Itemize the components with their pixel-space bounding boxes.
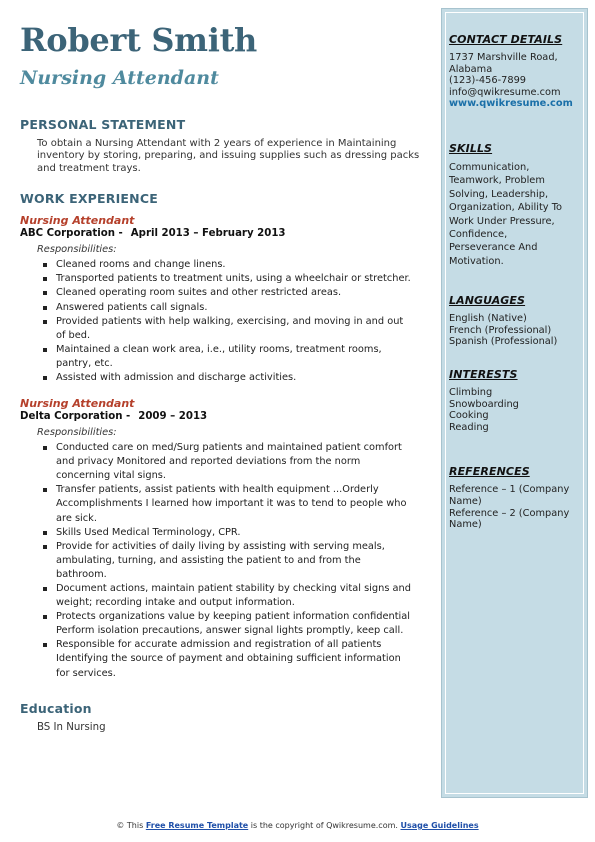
references-heading: REFERENCES xyxy=(449,465,530,479)
contact-address: Alabama xyxy=(449,63,493,75)
work-experience-section xyxy=(20,191,425,680)
duty-line: pantry, etc. xyxy=(56,357,113,369)
duty-list xyxy=(43,258,425,385)
personal-statement-section xyxy=(20,117,425,175)
reference-line: Name) xyxy=(449,519,482,531)
job-entry xyxy=(20,397,425,681)
interests-section xyxy=(449,368,583,433)
footer-copyright: is the copyright of Qwikresume.com. xyxy=(250,821,398,830)
education-section xyxy=(20,701,425,733)
duty-line: Cleaned rooms and change linens. xyxy=(56,259,226,271)
responsibilities-label: Responsibilities: xyxy=(37,244,117,256)
usage-guidelines-link[interactable]: Usage Guidelines xyxy=(400,821,479,830)
duty-line: Skills Used Medical Terminology, CPR. xyxy=(56,526,241,538)
duty-line: Assisted with admission and discharge activities. xyxy=(56,371,297,383)
duty-line: Identifying the source of payment and obtaining sufficient information xyxy=(56,653,401,665)
statement-line: inventory by storing, preparing, and issuing supplies such as dressing packs xyxy=(37,150,420,162)
languages-list xyxy=(449,313,583,348)
duty-item xyxy=(43,272,425,286)
contact-phone: (123)-456-7899 xyxy=(449,75,527,87)
duty-item xyxy=(43,483,425,525)
statement-line: To obtain a Nursing Attendant with 2 years of experience in Maintaining xyxy=(37,138,397,149)
duty-item xyxy=(43,315,425,343)
duty-line: Accomplishments I learned how important it was to tend to people who xyxy=(56,498,407,510)
interest-item: Cooking xyxy=(449,410,489,422)
languages-section xyxy=(449,294,583,348)
duty-item xyxy=(43,371,425,385)
interest-item: Climbing xyxy=(449,387,493,398)
duty-item xyxy=(43,286,425,300)
duty-line: Answered patients call signals. xyxy=(56,301,208,313)
duty-line: Transfer patients, assist patients with health equipment ...Orderly xyxy=(56,484,379,496)
duty-line: for services. xyxy=(56,667,116,679)
job-dates: 2009 – 2013 xyxy=(138,411,208,423)
interests-heading: INTERESTS xyxy=(449,368,518,381)
job-company-line xyxy=(20,410,425,423)
duty-line: Provided patients with help walking, exercising, and moving in and out xyxy=(56,315,404,327)
skills-text xyxy=(449,161,583,268)
education-heading: Education xyxy=(20,700,92,716)
candidate-name: Robert Smith xyxy=(20,21,258,59)
reference-line: Name) xyxy=(449,495,482,507)
contact-section xyxy=(449,33,583,110)
job-title: Nursing Attendant xyxy=(20,397,135,411)
personal-statement-heading: PERSONAL STATEMENT xyxy=(20,117,186,132)
main-column xyxy=(20,18,425,733)
skills-line: Perseverance And xyxy=(449,242,538,254)
duty-line: Cleaned operating room suites and other restricted areas. xyxy=(56,287,342,299)
interest-item: Reading xyxy=(449,421,489,433)
skills-line: Communication, xyxy=(449,161,530,173)
duty-item xyxy=(43,343,425,371)
sidebar-content xyxy=(449,33,583,531)
duty-line: Maintained a clean work area, i.e., utility rooms, treatment rooms, xyxy=(56,343,382,355)
language-item: English (Native) xyxy=(449,313,527,325)
duty-line: Conducted care on med/Surg patients and maintained patient comfort xyxy=(56,442,402,454)
job-company-line xyxy=(20,227,425,240)
job-dates: April 2013 – February 2013 xyxy=(130,228,286,240)
responsibilities-label: Responsibilities: xyxy=(37,427,117,439)
job-company: ABC Corporation - xyxy=(20,228,123,240)
skills-section xyxy=(449,142,583,268)
duty-line: and privacy Monitored and reported deviations from the norm xyxy=(56,456,361,468)
skills-line: Work Under Pressure, xyxy=(449,215,555,227)
job-title: Nursing Attendant xyxy=(20,214,135,228)
references-list xyxy=(449,484,583,530)
contact-address: 1737 Marshville Road, xyxy=(449,52,558,63)
duty-line: are sick. xyxy=(56,512,97,524)
duty-item xyxy=(43,258,425,272)
duty-line: Transported patients to treatment units, using a wheelchair or stretcher. xyxy=(56,273,411,285)
duty-line: ambulating, turning, and assisting the patient to and from the xyxy=(56,554,361,566)
skills-line: Teamwork, Problem xyxy=(449,175,545,187)
contact-heading: CONTACT DETAILS xyxy=(449,33,563,46)
interest-item: Snowboarding xyxy=(449,398,519,410)
duty-item xyxy=(43,526,425,540)
reference-line: Reference – 1 (Company xyxy=(449,484,570,496)
skills-line: Organization, Ability To xyxy=(449,202,563,214)
free-resume-template-link[interactable]: Free Resume Template xyxy=(145,821,249,830)
statement-line: and treatment trays. xyxy=(37,162,141,174)
skills-heading: SKILLS xyxy=(449,141,493,155)
work-experience-heading: WORK EXPERIENCE xyxy=(20,191,158,207)
skills-line: Motivation. xyxy=(449,255,504,267)
duty-line: Protects organizations value by keeping patient information confidential xyxy=(56,611,410,623)
references-section xyxy=(449,465,583,530)
language-item: French (Professional) xyxy=(449,324,552,336)
contact-website-link[interactable]: www.qwikresume.com xyxy=(449,98,573,110)
footer-prefix: © This xyxy=(116,821,144,830)
duty-line: bathroom. xyxy=(56,568,107,580)
duty-list xyxy=(43,441,425,681)
duty-item xyxy=(43,638,425,680)
job-entry xyxy=(20,214,425,385)
duty-item xyxy=(43,610,425,638)
duty-line: Document actions, maintain patient stability by checking vital signs and xyxy=(56,583,411,594)
duty-line: weight; recording intake and output information. xyxy=(56,597,295,609)
education-item: BS In Nursing xyxy=(37,721,106,733)
language-item: Spanish (Professional) xyxy=(449,336,558,348)
skills-line: Solving, Leadership, xyxy=(449,188,549,200)
duty-line: concerning vital signs. xyxy=(56,470,167,482)
duty-item xyxy=(43,441,425,483)
duty-item xyxy=(43,540,425,582)
contact-details xyxy=(449,52,583,110)
interests-list xyxy=(449,387,583,433)
duty-line: Responsible for accurate admission and registration of all patients xyxy=(56,639,382,651)
duty-line: Provide for activities of daily living by assisting with serving meals, xyxy=(56,540,385,552)
languages-heading: LANGUAGES xyxy=(449,294,526,308)
reference-line: Reference – 2 (Company xyxy=(449,507,570,519)
duty-item xyxy=(43,582,425,610)
duty-item xyxy=(43,301,425,315)
skills-line: Confidence, xyxy=(449,229,508,240)
contact-email[interactable]: info@qwikresume.com xyxy=(449,86,561,98)
candidate-title: Nursing Attendant xyxy=(20,67,219,89)
job-company: Delta Corporation - xyxy=(20,411,131,423)
personal-statement-text xyxy=(37,138,425,175)
footer xyxy=(0,821,595,830)
duty-line: of bed. xyxy=(56,329,91,341)
duty-line: Perform isolation precautions, answer signal lights promptly, keep call. xyxy=(56,625,404,637)
